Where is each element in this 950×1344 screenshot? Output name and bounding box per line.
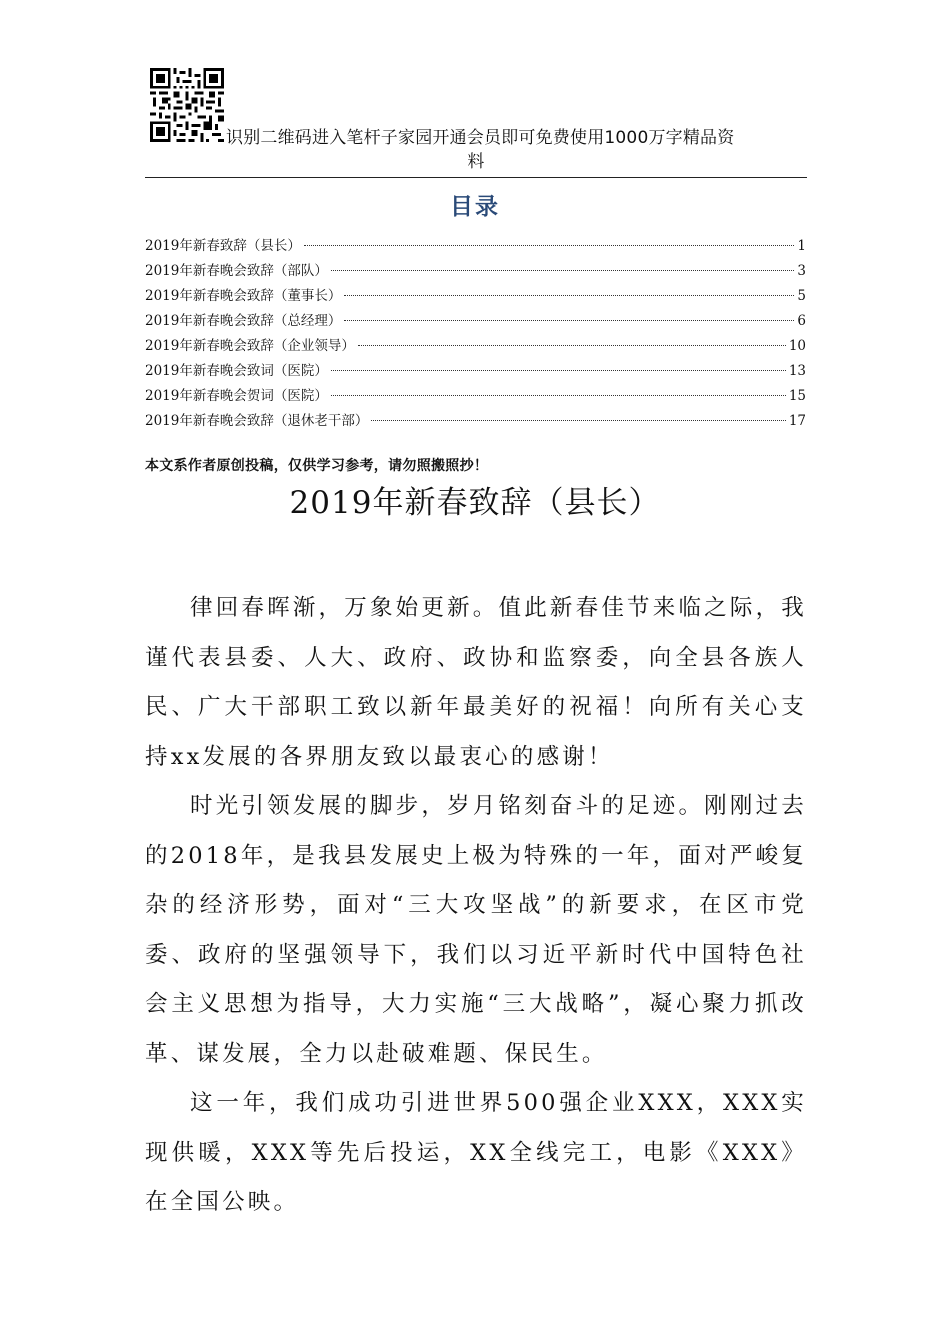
copyright-note: 本文系作者原创投稿，仅供学习参考，请勿照搬照抄！ <box>145 458 489 474</box>
toc-item[interactable] <box>145 384 806 409</box>
toc-item[interactable] <box>145 309 806 334</box>
article-title: 2019年新春致辞（县长） <box>289 485 661 521</box>
toc-item-title: 2019年新春晚会致辞（总经理） <box>145 313 342 329</box>
banner-line-2: 料 <box>467 152 485 172</box>
paragraph: 这一年，我们成功引进世界500强企业XXX，XXX实现供暖，XXX等先后投运，XX全线完工，电影《XXX》在全国公映。 <box>145 1090 807 1215</box>
toc-item[interactable] <box>145 334 806 359</box>
toc-leader <box>344 295 794 296</box>
paragraph: 律回春晖渐，万象始更新。值此新春佳节来临之际，我谨代表县委、人大、政府、政协和监察委，向全县各族人民、广大干部职工致以新年最美好的祝福！向所有关心支持xx发展的各界朋友致以最衷心的感谢！ <box>145 595 807 770</box>
table-of-contents <box>145 234 806 434</box>
toc-item-title: 2019年新春晚会致辞（董事长） <box>145 288 342 304</box>
toc-item-page: 15 <box>788 388 806 404</box>
toc-item-title: 2019年新春晚会致辞（退休老干部） <box>145 413 369 429</box>
toc-item[interactable] <box>145 359 806 384</box>
toc-item-title: 2019年新春致辞（县长） <box>145 238 301 254</box>
article-body <box>145 584 807 1228</box>
toc-leader <box>331 370 786 371</box>
toc-item-page: 13 <box>788 363 806 379</box>
toc-item-page: 1 <box>797 238 806 254</box>
member-banner <box>226 126 806 174</box>
toc-item[interactable] <box>145 409 806 434</box>
toc-item-title: 2019年新春晚会致辞（企业领导） <box>145 338 355 354</box>
toc-item-title: 2019年新春晚会致词（医院） <box>145 363 328 379</box>
toc-leader <box>304 245 795 246</box>
toc-leader <box>331 270 795 271</box>
toc-item[interactable] <box>145 284 806 309</box>
toc-item-title: 2019年新春晚会致辞（部队） <box>145 263 328 279</box>
toc-item-page: 5 <box>797 288 806 304</box>
toc-item-page: 6 <box>797 313 806 329</box>
banner-line-1: 识别二维码进入笔杆子家园开通会员即可免费使用1000万字精品资 <box>226 128 735 148</box>
paragraph: 时光引领发展的脚步，岁月铭刻奋斗的足迹。刚刚过去的2018年，是我县发展史上极为特殊的一年，面对严峻复杂的经济形势，面对“三大攻坚战”的新要求，在区市党委、政府的坚强领导下，我们以习近平新时代中国特色社会主义思想为指导，大力实施“三大战略”，凝心聚力抓改革、谋发展，全力以赴破难题、保民生。 <box>145 793 807 1067</box>
toc-item-title: 2019年新春晚会贺词（医院） <box>145 388 328 404</box>
toc-title: 目录 <box>450 193 500 220</box>
toc-leader <box>358 345 786 346</box>
toc-item-page: 10 <box>788 338 806 354</box>
toc-item-page: 3 <box>797 263 806 279</box>
toc-leader <box>344 320 794 321</box>
toc-leader <box>371 420 785 421</box>
qr-code-icon <box>150 68 224 142</box>
toc-item[interactable] <box>145 234 806 259</box>
toc-item-page: 17 <box>788 413 806 429</box>
toc-item[interactable] <box>145 259 806 284</box>
toc-leader <box>331 395 786 396</box>
header-divider <box>145 177 807 178</box>
